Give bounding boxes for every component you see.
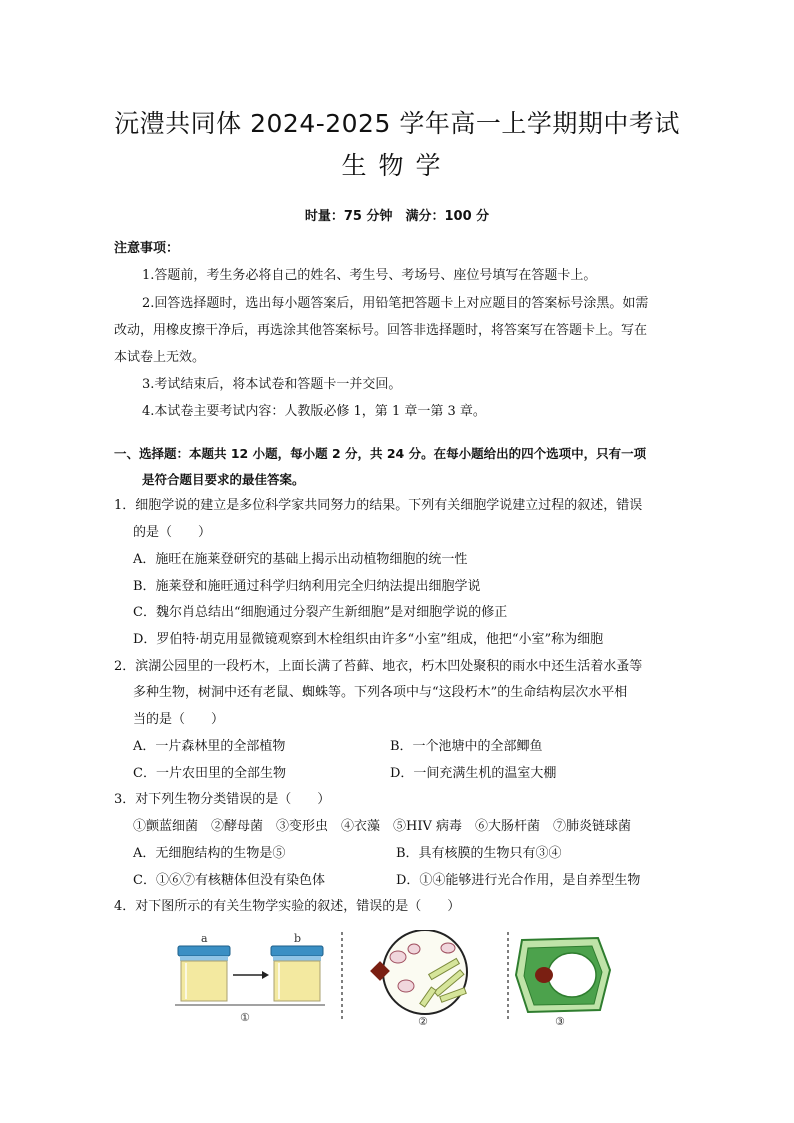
subject-title: 生物学 [341, 151, 453, 180]
question-1-option-d: D．罗伯特·胡克用显微镜观察到木栓组织由许多“小室”组成，他把“小室”称为细胞 [133, 632, 604, 647]
exam-title: 沅澧共同体 2024-2025 学年高一上学期期中考试 [114, 109, 680, 138]
plant-cell [516, 938, 610, 1012]
question-3-stem: 3．对下列生物分类错误的是（ ） [114, 792, 331, 807]
question-2-option-b: B．一个池塘中的全部鲫鱼 [390, 739, 543, 754]
question-2-option-d: D．一间充满生机的温室大棚 [390, 766, 557, 781]
section-heading: 一、选择题：本题共 12 小题，每小题 2 分，共 24 分。在每小题给出的四个选项中，只有一项 [114, 446, 647, 461]
notice-item: 2.回答选择题时，选出每小题答案后，用铅笔把答题卡上对应题目的答案标号涂黑。如需 [142, 296, 649, 311]
lens-label-b: b [294, 932, 302, 945]
question-2-option-c: C．一片农田里的全部生物 [133, 766, 286, 781]
question-3-option-d: D．①④能够进行光合作用，是自养型生物 [396, 873, 641, 888]
question-1-option-b: B．施莱登和施旺通过科学归纳利用完全归纳法提出细胞学说 [133, 579, 481, 594]
arrow-icon [233, 971, 269, 979]
question-3-option-a: A．无细胞结构的生物是⑤ [133, 846, 286, 861]
notice-item: 本试卷上无效。 [114, 350, 206, 365]
experiment-figure [170, 930, 620, 1025]
microscope-field [370, 930, 467, 1014]
question-2-stem: 多种生物，树洞中还有老鼠、蜘蛛等。下列各项中与“这段朽木”的生命结构层次水平相 [133, 685, 628, 700]
question-4-stem: 4．对下图所示的有关生物学实验的叙述，错误的是（ ） [114, 899, 461, 914]
objective-lens-b [271, 932, 323, 1001]
time-score-info: 时量：75 分钟 满分：100 分 [304, 209, 490, 224]
question-2-option-a: A．一片森林里的全部植物 [133, 739, 286, 754]
objective-lens-a [178, 932, 230, 1001]
notice-item: 改动，用橡皮擦干净后，再选涂其他答案标号。回答非选择题时，将答案写在答题卡上。写在 [114, 323, 648, 338]
panel-label-3: ③ [555, 1015, 565, 1025]
panel-label-1: ① [240, 1011, 250, 1024]
lens-label-a: a [201, 932, 208, 945]
question-2-stem: 2．滨湖公园里的一段朽木，上面长满了苔藓、地衣，朽木凹处聚积的雨水中还生活着水蚤等 [114, 659, 643, 674]
notice-item: 1.答题前，考生务必将自己的姓名、考生号、考场号、座位号填写在答题卡上。 [142, 268, 597, 283]
question-1-stem: 1．细胞学说的建立是多位科学家共同努力的结果。下列有关细胞学说建立过程的叙述，错误 [114, 498, 643, 513]
question-3-list: ①颤蓝细菌 ②酵母菌 ③变形虫 ④衣藻 ⑤HIV 病毒 ⑥大肠杆菌 ⑦肺炎链球菌 [133, 819, 631, 834]
notice-heading: 注意事项： [114, 241, 180, 256]
notice-item: 4.本试卷主要考试内容：人教版必修 1，第 1 章一第 3 章。 [142, 404, 486, 419]
panel-label-2: ② [418, 1015, 428, 1025]
question-2-stem: 当的是（ ） [133, 712, 225, 727]
question-3-option-b: B．具有核膜的生物只有③④ [396, 846, 562, 861]
question-3-option-c: C．①⑥⑦有核糖体但没有染色体 [133, 873, 325, 888]
section-heading-cont: 是符合题目要求的最佳答案。 [142, 472, 305, 487]
question-1-option-c: C．魏尔肖总结出“细胞通过分裂产生新细胞”是对细胞学说的修正 [133, 605, 508, 620]
question-1-option-a: A．施旺在施莱登研究的基础上揭示出动植物细胞的统一性 [133, 552, 468, 567]
question-1-stem: 的是（ ） [133, 525, 212, 540]
notice-item: 3.考试结束后，将本试卷和答题卡一并交回。 [142, 377, 402, 392]
